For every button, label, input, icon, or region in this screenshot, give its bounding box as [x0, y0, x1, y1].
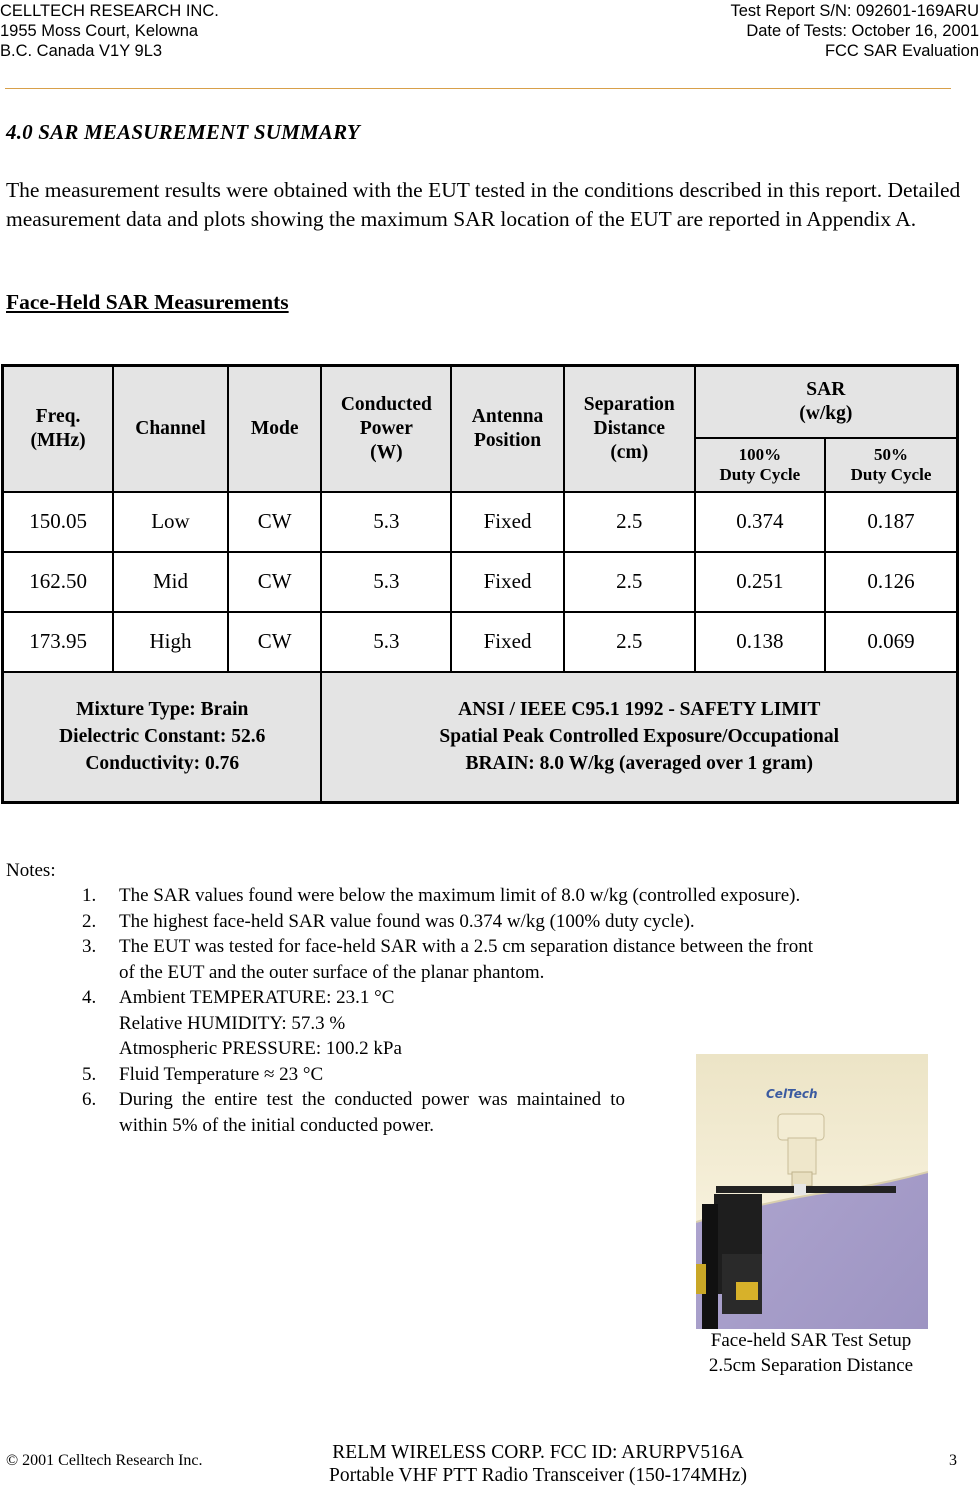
section-title: 4.0 SAR MEASUREMENT SUMMARY	[6, 120, 360, 144]
report-serial: Test Report S/N: 092601-169ARU	[730, 2, 979, 20]
header-power: Conducted Power (W)	[321, 366, 451, 492]
cell-power: 5.3	[321, 492, 451, 552]
photo-logo: CelTech	[766, 1087, 818, 1101]
cell-sar-50: 0.069	[825, 612, 957, 672]
cell-freq: 150.05	[3, 492, 114, 552]
header-duty-100: 100% Duty Cycle	[695, 438, 825, 492]
cell-separation: 2.5	[564, 492, 695, 552]
table-row	[3, 612, 958, 672]
cell-separation: 2.5	[564, 552, 695, 612]
intro-paragraph: The measurement results were obtained with the EUT tested in the conditions described in this report. Detailed measurement data and plots showing the maximum SAR location of the EUT are reported in Appendix A.	[6, 178, 961, 231]
cell-power: 5.3	[321, 612, 451, 672]
header-duty-50: 50% Duty Cycle	[825, 438, 957, 492]
header-divider	[5, 88, 951, 89]
cell-channel: High	[113, 612, 228, 672]
note-item: 4. Ambient TEMPERATURE: 23.1 °C Relative HUMIDITY: 57.3 % Atmospheric PRESSURE: 100.2 kPa	[82, 987, 402, 1059]
cell-sar-50: 0.126	[825, 552, 957, 612]
test-setup-photo	[696, 1054, 928, 1329]
cell-antenna: Fixed	[451, 492, 564, 552]
footer-client: RELM WIRELESS CORP. FCC ID: ARURPV516A	[332, 1442, 744, 1463]
note-item: 6. During the entire test the conducted power was maintained to within 5% of the initial conducted power.	[82, 1089, 625, 1136]
cell-sar-100: 0.138	[695, 612, 825, 672]
notes-label: Notes:	[6, 860, 56, 881]
cell-sar-50: 0.187	[825, 492, 957, 552]
cell-channel: Low	[113, 492, 228, 552]
table-row	[3, 492, 958, 552]
note-item: 1. The SAR values found were below the maximum limit of 8.0 w/kg (controlled exposure).	[82, 885, 801, 906]
test-date: Date of Tests: October 16, 2001	[746, 22, 979, 40]
cell-mode: CW	[228, 612, 322, 672]
cell-antenna: Fixed	[451, 552, 564, 612]
table-row	[3, 552, 958, 612]
cell-freq: 162.50	[3, 552, 114, 612]
footer-copyright: © 2001 Celltech Research Inc.	[6, 1452, 203, 1469]
photo-caption: Face-held SAR Test Setup 2.5cm Separation Distance	[708, 1330, 914, 1376]
table-title: Face-Held SAR Measurements	[6, 290, 289, 314]
cell-power: 5.3	[321, 552, 451, 612]
evaluation-type: FCC SAR Evaluation	[824, 42, 979, 60]
header-sar: SAR (w/kg)	[695, 366, 958, 438]
company-name: CELLTECH RESEARCH INC.	[0, 2, 219, 20]
header-antenna: Antenna Position	[451, 366, 564, 492]
cell-freq: 173.95	[3, 612, 114, 672]
footer-product-info	[258, 1441, 818, 1487]
cell-sar-100: 0.251	[695, 552, 825, 612]
header-separation: Separation Distance (cm)	[564, 366, 695, 492]
note-item: 2. The highest face-held SAR value found was 0.374 w/kg (100% duty cycle).	[82, 910, 695, 932]
cell-antenna: Fixed	[451, 612, 564, 672]
note-item: 5. Fluid Temperature ≈ 23 °C	[82, 1063, 324, 1085]
mixture-info: Mixture Type: Brain Dielectric Constant: 52.6 Conductivity: 0.76	[3, 672, 322, 803]
company-address-1: 1955 Moss Court, Kelowna	[0, 22, 199, 40]
sar-table	[1, 364, 959, 804]
header-channel: Channel	[113, 366, 228, 492]
cell-channel: Mid	[113, 552, 228, 612]
header-left	[0, 1, 219, 61]
note-item: 3. The EUT was tested for face-held SAR with a 2.5 cm separation distance between the front of the EUT and the outer surface of the planar phantom.	[82, 936, 813, 983]
safety-limit-info: ANSI / IEEE C95.1 1992 - SAFETY LIMIT Spatial Peak Controlled Exposure/Occupational BRAIN: 8.0 W/kg (averaged over 1 gram)	[321, 672, 957, 803]
header-freq: Freq. (MHz)	[3, 366, 114, 492]
cell-mode: CW	[228, 492, 322, 552]
cell-separation: 2.5	[564, 612, 695, 672]
header-right	[730, 1, 979, 61]
cell-sar-100: 0.374	[695, 492, 825, 552]
header-mode: Mode	[228, 366, 322, 492]
page-number: 3	[949, 1452, 957, 1469]
footer-product: Portable VHF PTT Radio Transceiver (150-174MHz)	[329, 1465, 747, 1486]
cell-mode: CW	[228, 552, 322, 612]
company-address-2: B.C. Canada V1Y 9L3	[0, 42, 163, 60]
